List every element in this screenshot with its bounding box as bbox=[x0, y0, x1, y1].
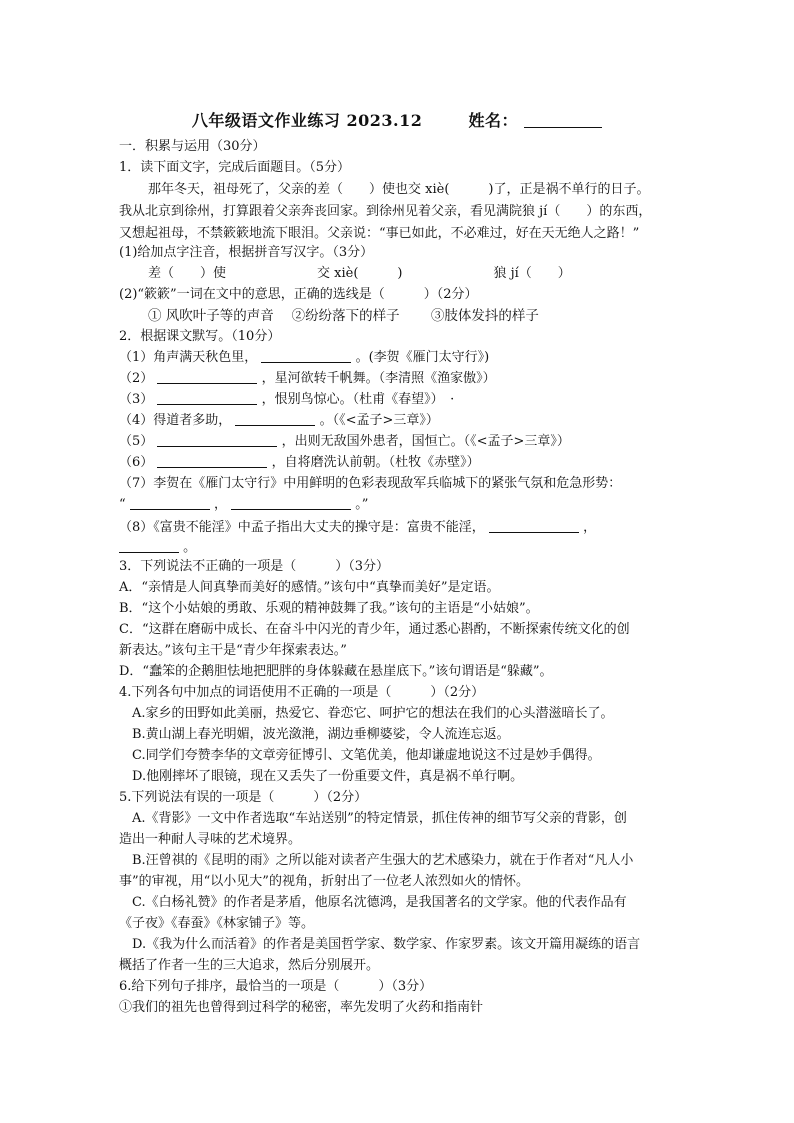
recite-item: （4）得道者多助， 。（《<孟子>三章》） bbox=[119, 413, 439, 428]
recite-item: （3） ，恨别鸟惊心。（杜甫《春望》） · bbox=[119, 392, 455, 407]
recite-item: “ ， 。” bbox=[119, 497, 369, 512]
answer-blank[interactable] bbox=[157, 432, 277, 447]
option-c: C.《白杨礼赞》的作者是茅盾，他原名沈德鸿，是我国著名的文学家。他的代表作品有 bbox=[132, 895, 627, 910]
name-label: 姓名： bbox=[468, 111, 519, 130]
passage-line: 又想起祖母，不禁簌簌地流下眼泪。父亲说：“事已如此，不必难过，好在天无绝人之路！” bbox=[119, 226, 640, 241]
option-a: A．“亲情是人间真挚而美好的感情。”该句中“真挚而美好”是定语。 bbox=[119, 580, 500, 595]
recite-item: （8）《富贵不能淫》中孟子指出大丈夫的操守是：富贵不能淫， ， bbox=[119, 520, 597, 535]
option-d: D.《我为什么而活着》的作者是美国哲学家、数学家、作家罗素。该文开篇用凝练的语言 bbox=[132, 937, 641, 952]
question-4: 4.下列各句中加点的词语使用不正确的一项是（ ）（2分） bbox=[119, 685, 485, 700]
options-row: ① 风吹叶子等的声音 ②纷纷落下的样子 ③肢体发抖的样子 bbox=[148, 308, 539, 324]
answer-blank[interactable] bbox=[157, 369, 257, 384]
option-a-cont: 造出一种耐人寻味的艺术境界。 bbox=[119, 832, 302, 847]
passage-line: 我从北京到徐州，打算跟着父亲奔丧回家。到徐州见着父亲，看见满院狼 jí（ ）的东西， bbox=[119, 204, 652, 219]
sentence-1: ①我们的祖先也曾得到过科学的秘密，率先发明了火药和指南针 bbox=[119, 1000, 484, 1015]
recite-item: （5） ，出则无敌国外患者，国恒亡。（《<孟子>三章》） bbox=[119, 434, 570, 449]
option-c-cont: 《子夜》《春蚕》《林家铺子》等。 bbox=[119, 916, 315, 931]
question-1: 1．读下面文字，完成后面题目。（5分） bbox=[119, 160, 351, 175]
name-blank[interactable] bbox=[524, 113, 602, 128]
question-6: 6.给下列句子排序，最恰当的一项是（ ）（3分） bbox=[119, 979, 433, 994]
option-d: D.他刚摔坏了眼镜，现在又丢失了一份重要文件，真是祸不单行啊。 bbox=[132, 769, 524, 784]
recite-item: （2） ，星河欲转千帆舞。（李清照《渔家傲》） bbox=[119, 371, 496, 386]
answer-blank[interactable] bbox=[119, 538, 179, 553]
answer-blank[interactable] bbox=[235, 411, 315, 426]
option-d-cont: 概括了作者一生的三大追求，然后分别展开。 bbox=[119, 958, 380, 973]
option-b-cont: 事”的审视，用“以小见大”的视角，折射出了一位老人浓烈如火的情怀。 bbox=[119, 874, 529, 889]
sub-question: (1)给加点字注音，根据拼音写汉字。（3分） bbox=[119, 245, 374, 260]
title-text: 八年级语文作业练习 2023.12 bbox=[191, 111, 423, 130]
answer-blank[interactable] bbox=[489, 518, 579, 533]
option-b: B.汪曾祺的《昆明的雨》之所以能对读者产生强大的艺术感染力，就在于作者对“凡人小 bbox=[132, 853, 634, 868]
sub-question: (2)“簌簌”一词在文中的意思，正确的选线是（ ）（2分） bbox=[119, 287, 478, 302]
option-b: B．“这个小姑娘的勇敢、乐观的精神鼓舞了我。”该句的主语是“小姑娘”。 bbox=[119, 601, 539, 616]
answer-blank[interactable] bbox=[261, 348, 351, 363]
answer-blank[interactable] bbox=[231, 495, 351, 510]
option-d: D．“蠢笨的企鹅胆怯地把肥胖的身体躲藏在悬崖底下。”该句谓语是“躲藏”。 bbox=[119, 664, 553, 679]
answer-blank[interactable] bbox=[157, 453, 267, 468]
recite-item: 。 bbox=[119, 538, 196, 558]
question-3: 3．下列说法不正确的一项是（ ）（3分） bbox=[119, 559, 390, 574]
answer-blank[interactable] bbox=[157, 390, 257, 405]
answer-row: 差（ ）使 交 xiè( ) 狼 jí（ ） bbox=[148, 266, 571, 281]
option-b: B.黄山湖上春光明媚，波光潋滟，湖边垂柳婆娑，令人流连忘返。 bbox=[132, 727, 510, 742]
question-5: 5.下列说法有误的一项是（ ）（2分） bbox=[119, 790, 368, 805]
option-a: A.家乡的田野如此美丽，热爱它、眷恋它、呵护它的想法在我们的心头潜滋暗长了。 bbox=[132, 706, 614, 721]
option-c: C.同学们夸赞李华的文章旁征博引、文笔优美，他却谦虚地说这不过是妙手偶得。 bbox=[132, 748, 601, 763]
recite-item: （1）角声满天秋色里， 。(李贺《雁门太守行》) bbox=[119, 350, 490, 365]
option-a: A.《背影》一文中作者选取“车站送别”的特定情景，抓住传神的细节写父亲的背影，创 bbox=[132, 811, 627, 826]
recite-item: （6） ，自将磨洗认前朝。（杜牧《赤壁》） bbox=[119, 455, 480, 470]
page-title bbox=[0, 108, 794, 131]
question-2: 2．根据课文默写。（10分） bbox=[119, 329, 281, 344]
answer-blank[interactable] bbox=[130, 495, 210, 510]
recite-item: （7）李贺在《雁门太守行》中用鲜明的色彩表现敌军兵临城下的紧张气氛和危急形势： bbox=[119, 476, 622, 491]
option-c-cont: 新表达。”该句主干是“青少年探索表达。” bbox=[119, 643, 347, 658]
section-heading: 一．积累与运用（30分） bbox=[119, 139, 266, 154]
option-c: C．“这群在磨砺中成长、在奋斗中闪光的青少年，通过悉心斟酌，不断探索传统文化的创 bbox=[119, 622, 630, 637]
passage-line: 那年冬天，祖母死了，父亲的差（ ）使也交 xiè( )了，正是祸不单行的日子。 bbox=[148, 182, 650, 197]
